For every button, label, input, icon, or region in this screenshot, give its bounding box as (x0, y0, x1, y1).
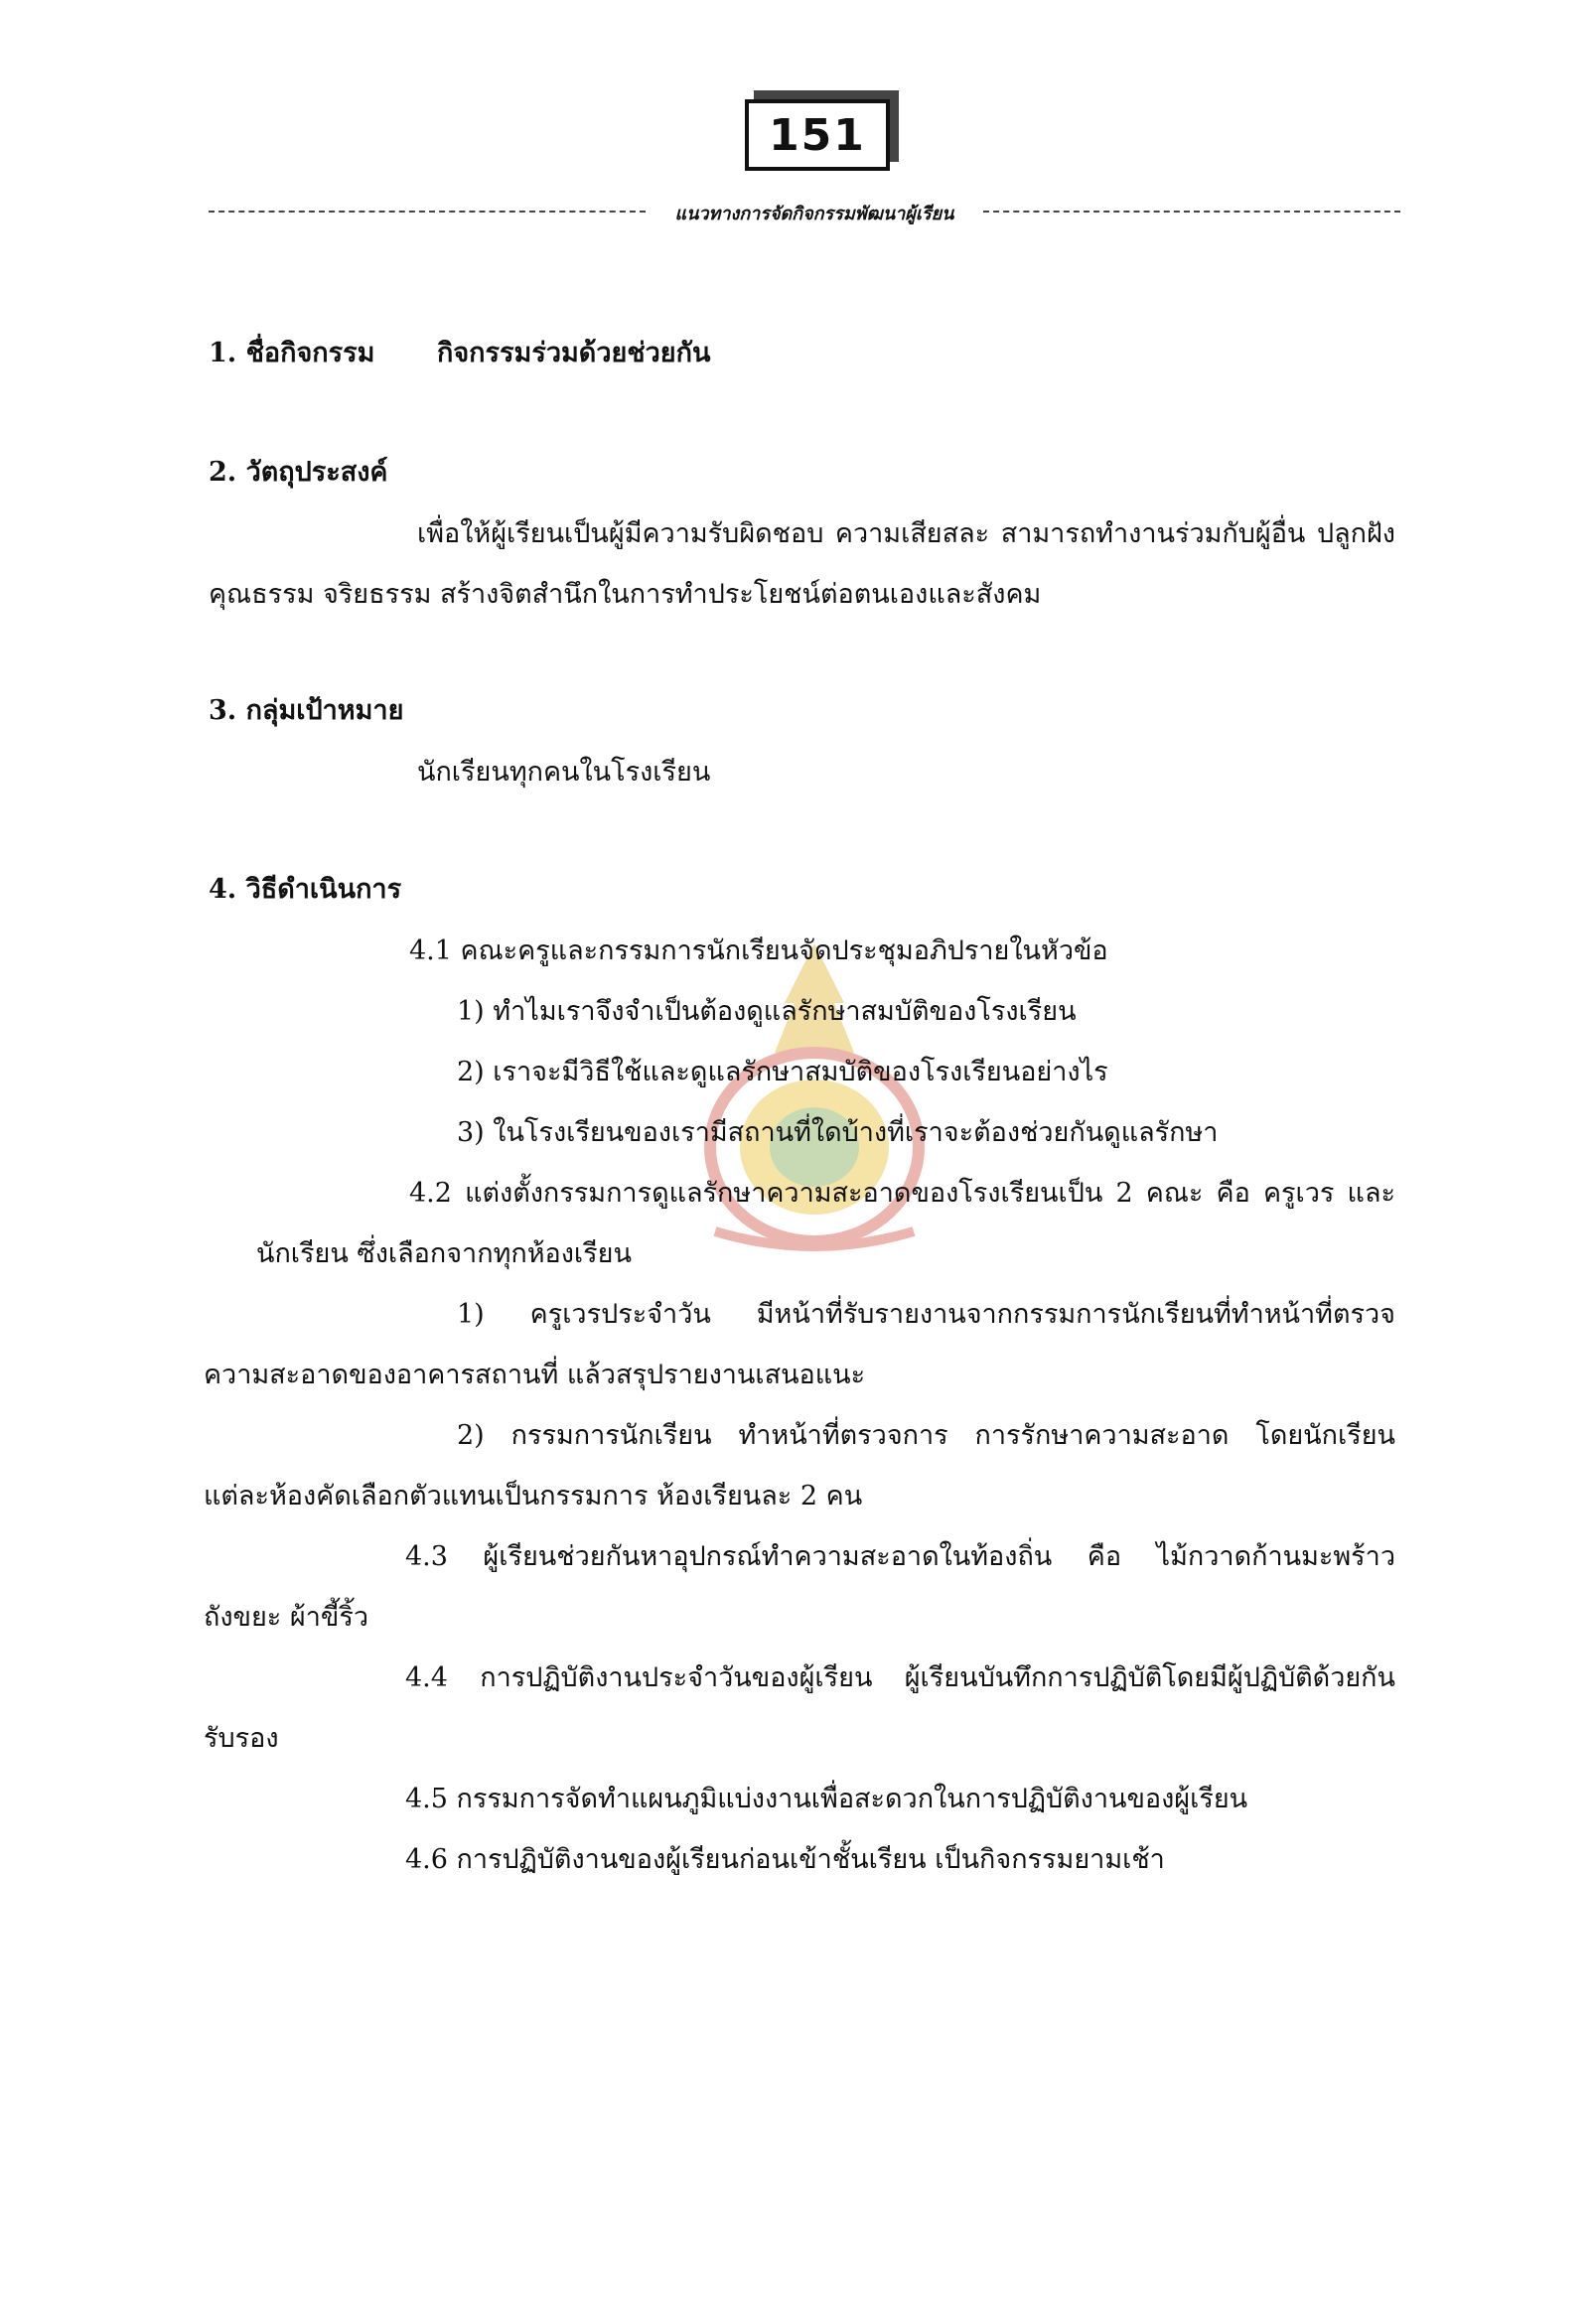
item-4-1-1: 1) ทำไมเราจึงจำเป็นต้องดูแลรักษาสมบัติของโรงเรียน (457, 996, 1077, 1027)
item-4-1-2: 2) เราจะมีวิธีใช้และดูแลรักษาสมบัติของโรงเรียนอย่างไร (457, 1057, 1108, 1087)
section4-heading: 4. วิธีดำเนินการ (209, 874, 402, 905)
emblem-watermark-icon (685, 934, 943, 1261)
item-4-5: 4.5 กรรมการจัดทำแผนภูมิแบ่งงานเพื่อสะดวกในการปฏิบัติงานของผู้เรียน (405, 1784, 1248, 1814)
target-group-text: นักเรียนทุกคนในโรงเรียน (417, 757, 711, 788)
item-4-2-1-line-2: ความสะอาดของอาคารสถานที่ แล้วสรุปรายงานเสนอแนะ (204, 1360, 866, 1390)
page-number: 151 (745, 99, 890, 171)
item-4-2-line-2: นักเรียน ซึ่งเลือกจากทุกห้องเรียน (256, 1238, 632, 1269)
item-4-3-line-1: 4.3 ผู้เรียนช่วยกันหาอุปกรณ์ทำความสะอาดในท้องถิ่น คือ ไม้กวาดก้านมะพร้าว (405, 1541, 1395, 1572)
item-4-4-line-2: รับรอง (204, 1723, 279, 1754)
item-4-2-2-line-1: 2) กรรมการนักเรียน ทำหน้าที่ตรวจการ การรักษาความสะอาด โดยนักเรียน (457, 1420, 1395, 1451)
item-4-2-2-line-2: แต่ละห้องคัดเลือกตัวแทนเป็นกรรมการ ห้องเรียนละ 2 คน (204, 1481, 863, 1511)
item-4-2-1-line-1: 1) ครูเวรประจำวัน มีหน้าที่รับรายงานจากกรรมการนักเรียนที่ทำหน้าที่ตรวจ (457, 1299, 1395, 1330)
item-4-2-line-1: 4.2 แต่งตั้งกรรมการดูแลรักษาความสะอาดของโรงเรียนเป็น 2 คณะ คือ ครูเวร และ (409, 1178, 1395, 1209)
header-rule-left (209, 211, 646, 213)
header-rule-right (983, 211, 1400, 213)
section2-heading: 2. วัตถุประสงค์ (209, 457, 388, 488)
activity-name: กิจกรรมร่วมด้วยช่วยกัน (437, 338, 711, 368)
item-4-1: 4.1 คณะครูและกรรมการนักเรียนจัดประชุมอภิปรายในหัวข้อ (409, 936, 1108, 966)
section1-heading: 1. ชื่อกิจกรรม (209, 338, 375, 368)
section3-heading: 3. กลุ่มเป้าหมาย (209, 695, 404, 726)
header-title: แนวทางการจัดกิจกรรมพัฒนาผู้เรียน (674, 204, 954, 224)
objective-line-2: คุณธรรม จริยธรรม สร้างจิตสำนึกในการทำประโยชน์ต่อตนเองและสังคม (209, 579, 1042, 610)
item-4-4-line-1: 4.4 การปฏิบัติงานประจำวันของผู้เรียน ผู้เรียนบันทึกการปฏิบัติโดยมีผู้ปฏิบัติด้วยกัน (405, 1662, 1395, 1693)
objective-line-1: เพื่อให้ผู้เรียนเป็นผู้มีความรับผิดชอบ ความเสียสละ สามารถทำงานร่วมกับผู้อื่น ปลูกฝัง (417, 518, 1395, 549)
item-4-3-line-2: ถังขยะ ผ้าขี้ริ้ว (204, 1602, 368, 1633)
item-4-1-3: 3) ในโรงเรียนของเรามีสถานที่ใดบ้างที่เราจะต้องช่วยกันดูแลรักษา (457, 1117, 1219, 1148)
item-4-6: 4.6 การปฏิบัติงานของผู้เรียนก่อนเข้าชั้นเรียน เป็นกิจกรรมยามเช้า (405, 1844, 1165, 1875)
